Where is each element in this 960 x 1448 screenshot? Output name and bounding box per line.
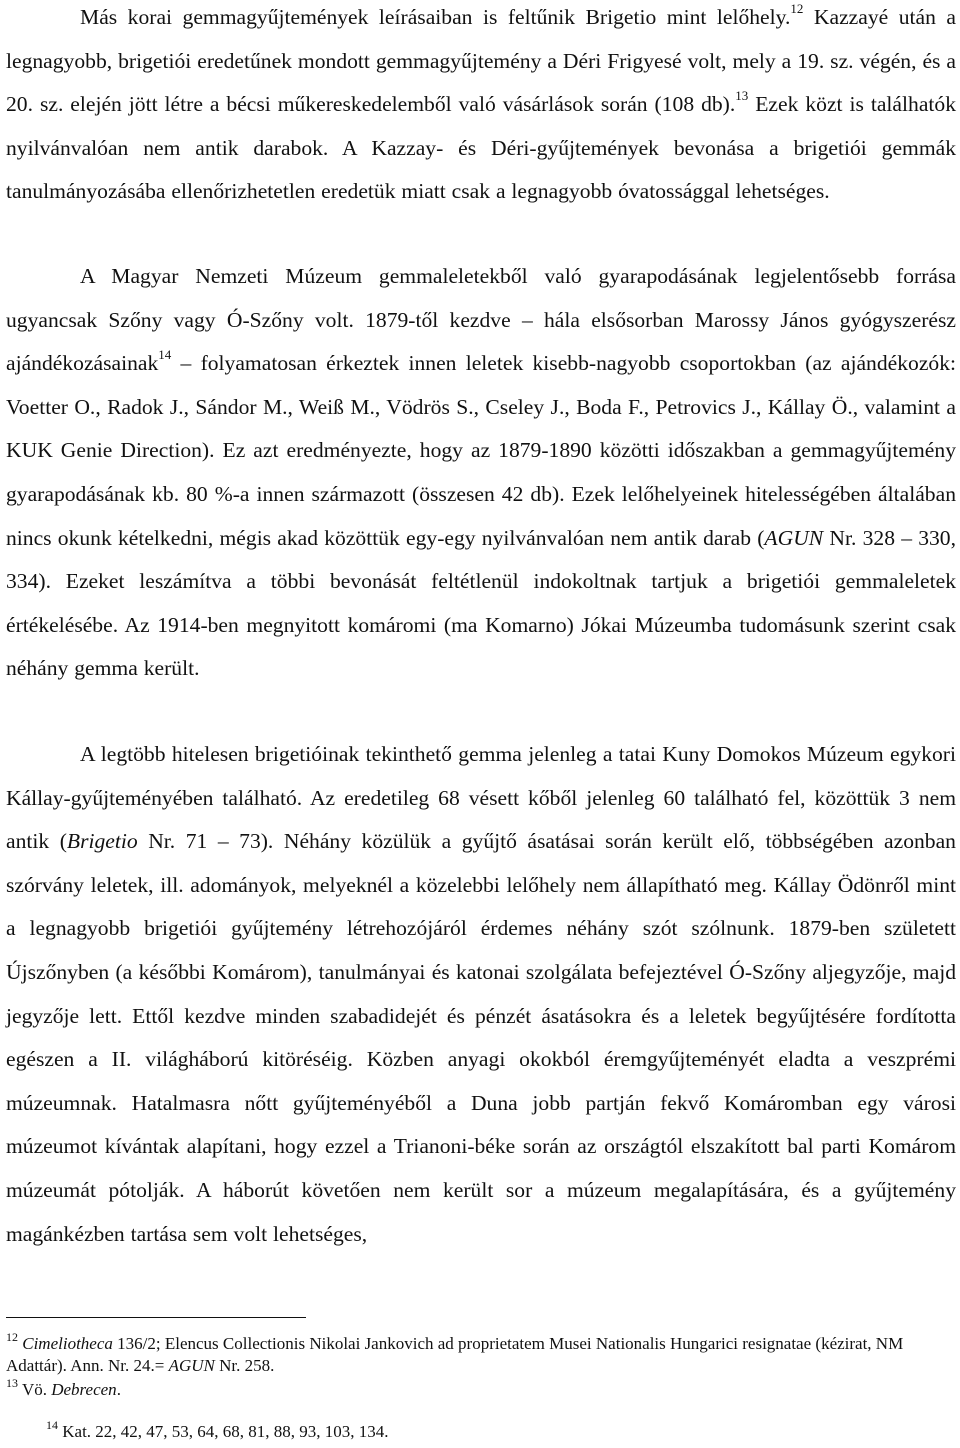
footnote-ref-13[interactable]: 13 — [735, 88, 749, 104]
paragraph-national-museum — [6, 255, 956, 691]
paragraph-text: Más korai gemmagyűjtemények leírásaiban is feltűnik Brigetio mint lelőhely. — [80, 5, 791, 29]
footnote-number: 12 — [6, 1330, 18, 1344]
paragraph-text: Kazzayé után a legnagyobb, brigetiói eredetűnek mondott gemmagyűjtemény a Déri Frigyesé volt, mely a 19. sz. végén, és a 20. sz. elején jött létre a bécsi műkereskedelemből való vásárlások során (108 db). — [6, 5, 956, 117]
paragraph-kallay-collection — [6, 733, 956, 1256]
paragraph-gem-collections — [6, 0, 956, 214]
italic-agun: AGUN — [168, 1355, 215, 1375]
footnote-text: Vö. — [18, 1380, 52, 1399]
paragraph-text: Nr. 71 – 73). Néhány közülük a gyűjtő ásatásai során került elő, többségében azonban szórvány leletek, ill. adományok, melyeknél a közelebbi lelőhely nem állapítható meg. Kállay Ödönről mint a legnagyobb brigetiói gyűjtemény létrehozójáról érdemes néhány szót szólnunk. 1879-ben született Újszőnyben (a későbbi Komárom), tanulmányai és katonai szolgálata befejeztével Ó-Szőny aljegyzője, majd jegyzője lett. Ettől kezdve minden szabadidejét és pénzét ásatásokra és a leletek begyűjtésére fordította egészen a II. világháború kitöréséig. Közben anyagi okokból éremgyűjteményét eladta a veszprémi múzeumnak. Hatalmasra nőtt gyűjteményéből a Duna jobb partján fekvő Komáromban egy városi múzeumot kívántak alapítani, hogy ezzel a Trianoni-béke során az országtól elszakított bal parti Komárom múzeumát pótolják. A háborút követően nem került sor a múzeum megalapítására, és a gyűjtemény magánkézben tartása sem volt lehetséges, — [6, 829, 956, 1246]
paragraph-text: Ezek közt is találhatók nyilvánvalóan nem antik darabok. A Kazzay- és Déri-gyűjtemények bevonása a brigetiói gemmák tanulmányozásába ellenőrizhetetlen eredetük miatt csak a legnagyobb óvatossággal lehetséges. — [6, 92, 956, 204]
footnote-text: . — [116, 1380, 121, 1399]
paragraph-text: A legtöbb hitelesen brigetióinak tekinthető gemma jelenleg a tatai Kuny Domokos Múzeum egykori Kállay-gyűjteményében található. Az eredetileg 68 vésett kőből jelenleg 60 található fel, közöttük 3 nem antik ( — [6, 742, 956, 854]
paragraph-text: – folyamatosan érkeztek innen leletek kisebb-nagyobb csoportokban (az ajándékozók: Voetter O., Radok J., Sándor M., Weiß M., Vödrös S., Cseley J., Boda F., Petrovics J., Kállay Ö., valamint a KUK Genie Direction). Ez azt eredményezte, hogy az 1879-1890 közötti időszakban a gemmagyűjtemény gyarapodásának kb. 80 %-a innen származott (összesen 42 db). Ezek lelőhelyeinek hitelességében általában nincs okunk kételkedni, mégis akad közöttük egy-egy nyilvánvalóan nem antik darab ( — [6, 351, 956, 550]
footnote-ref-14[interactable]: 14 — [158, 347, 172, 363]
footnote-14 — [46, 1418, 960, 1443]
footnote-number: 13 — [6, 1376, 18, 1390]
italic-cimeliotheca: Cimeliotheca — [22, 1334, 113, 1353]
footnote-number: 14 — [46, 1418, 58, 1432]
italic-debrecen: Debrecen — [51, 1380, 117, 1399]
paragraph-text: Nr. 328 – 330, 334). Ezeket leszámítva a többi bevonását feltétlenül indokoltnak tartjuk a brigetiói gemmaleletek értékelésébe. Az 1914-ben megnyitott komáromi (ma Komarno) Jókai Múzeumba tudomásunk szerint csak néhány gemma került. — [6, 525, 956, 681]
footnote-13 — [6, 1376, 956, 1401]
footnote-text: 136/2; Elencus Collectionis Nikolai Jankovich ad proprietatem Musei Nationalis Hungarici resignatae (kézirat, NM Adattár). Ann. Nr. 24.= — [6, 1334, 904, 1375]
italic-agun: AGUN — [764, 525, 824, 550]
footnote-separator — [6, 1317, 306, 1318]
footnote-text: Nr. 258. — [214, 1355, 275, 1375]
italic-brigetio: Brigetio — [66, 829, 138, 854]
footnote-12 — [6, 1330, 956, 1376]
footnote-ref-12[interactable]: 12 — [790, 1, 804, 16]
footnote-text: Kat. 22, 42, 47, 53, 64, 68, 81, 88, 93, 103, 134. — [58, 1422, 389, 1441]
paragraph-text: A Magyar Nemzeti Múzeum gemmaleletekből való gyarapodásának legjelentősebb forrása ugyancsak Szőny vagy Ó-Szőny volt. 1879-től kezdve – hála elsősorban Marossy János gyógyszerész ajándékozásainak — [6, 264, 956, 376]
